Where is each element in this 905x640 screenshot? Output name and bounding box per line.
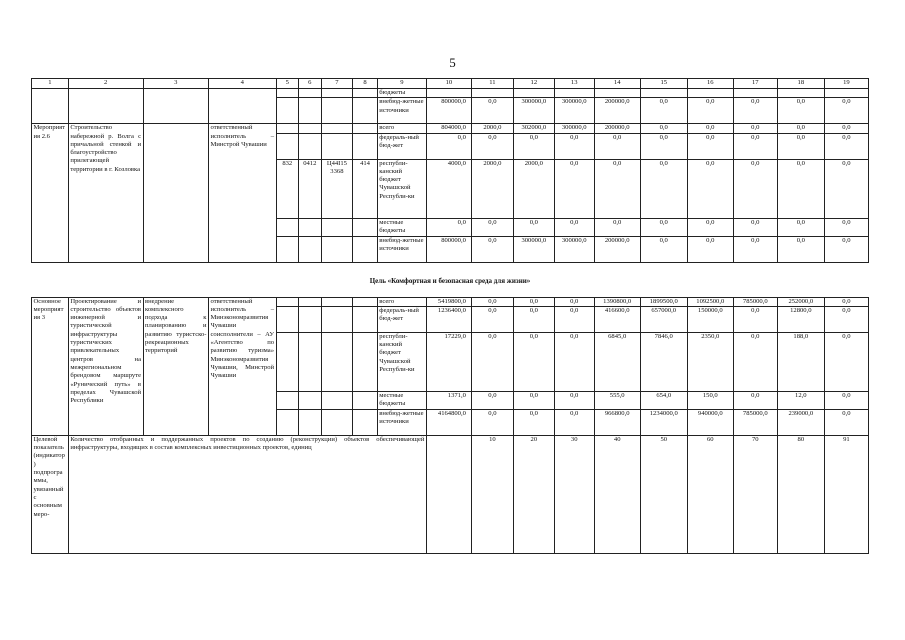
- amount-cell: 0,0: [733, 332, 777, 391]
- amount-cell: 2000,0: [513, 159, 554, 218]
- amount-cell: 12,0: [777, 391, 824, 409]
- amount-cell: 804000,0: [426, 124, 471, 133]
- amount-cell: 785000,0: [733, 409, 777, 435]
- activity-executor: ответственный исполнитель – Минстрой Чувашии: [209, 124, 277, 262]
- col-header: 2: [68, 79, 143, 89]
- amount-cell: 5419800,0: [426, 297, 471, 306]
- activity-name: Проектирование и строительство объектов инженерной и туристической инфраструктуры туристических привлекательных центров на межрегиональном брендовом маршруте «Рунический путь» в пределах Чувашской Республики: [68, 297, 143, 435]
- col-header: 3: [143, 79, 208, 89]
- amount-cell: 0,0: [824, 98, 868, 124]
- amount-cell: 0,0: [471, 306, 513, 332]
- amount-cell: 0,0: [733, 218, 777, 236]
- amount-cell: 12800,0: [777, 306, 824, 332]
- amount-cell: 0,0: [777, 236, 824, 262]
- amount-cell: 0,0: [733, 98, 777, 124]
- amount-cell: 0,0: [471, 218, 513, 236]
- amount-cell: 0,0: [777, 124, 824, 133]
- amount-cell: 1390800,0: [594, 297, 640, 306]
- target-value: 70: [733, 435, 777, 553]
- amount-cell: 200000,0: [594, 124, 640, 133]
- col-header: 9: [377, 79, 426, 89]
- amount-cell: 0,0: [824, 218, 868, 236]
- amount-cell: 300000,0: [554, 98, 594, 124]
- amount-cell: 0,0: [687, 159, 733, 218]
- funding-source: внебюд-жетные источники: [377, 98, 426, 124]
- amount-cell: 0,0: [777, 159, 824, 218]
- page-number: 5: [449, 55, 456, 70]
- amount-cell: 0,0: [640, 124, 687, 133]
- code-rzpr: 0412: [299, 159, 322, 218]
- code-csr: Ц44I15 3368: [321, 159, 353, 218]
- target-value: 91: [824, 435, 868, 553]
- amount-cell: 0,0: [471, 297, 513, 306]
- amount-cell: 4000,0: [426, 159, 471, 218]
- amount-cell: 0,0: [594, 218, 640, 236]
- col-header: 16: [687, 79, 733, 89]
- amount-cell: 7846,0: [640, 332, 687, 391]
- amount-cell: 200000,0: [594, 98, 640, 124]
- amount-cell: 0,0: [471, 409, 513, 435]
- activity-label: Мероприятия 2.6: [32, 124, 69, 262]
- amount-cell: 0,0: [471, 236, 513, 262]
- amount-cell: 657000,0: [640, 306, 687, 332]
- col-header: 19: [824, 79, 868, 89]
- amount-cell: 0,0: [824, 159, 868, 218]
- funding-source: всего: [377, 124, 426, 133]
- funding-source: внебюд-жетные источники: [377, 236, 426, 262]
- col-header: 11: [471, 79, 513, 89]
- amount-cell: 0,0: [777, 218, 824, 236]
- amount-cell: 0,0: [733, 159, 777, 218]
- amount-cell: 6845,0: [594, 332, 640, 391]
- amount-cell: 1236400,0: [426, 306, 471, 332]
- amount-cell: 4164800,0: [426, 409, 471, 435]
- amount-cell: 200000,0: [594, 236, 640, 262]
- amount-cell: 1092500,0: [687, 297, 733, 306]
- funding-source: федераль-ный бюд-жет: [377, 133, 426, 159]
- amount-cell: 300000,0: [513, 236, 554, 262]
- amount-cell: 0,0: [824, 133, 868, 159]
- amount-cell: 0,0: [687, 236, 733, 262]
- amount-cell: 0,0: [640, 159, 687, 218]
- col-header: 14: [594, 79, 640, 89]
- amount-cell: 150000,0: [687, 306, 733, 332]
- goal-heading: Цель «Комфортная и безопасная среда для жизни»: [32, 262, 869, 297]
- amount-cell: 0,0: [733, 124, 777, 133]
- amount-cell: 0,0: [554, 391, 594, 409]
- amount-cell: 0,0: [426, 218, 471, 236]
- amount-cell: 0,0: [471, 332, 513, 391]
- amount-cell: 0,0: [687, 124, 733, 133]
- col-header: 10: [426, 79, 471, 89]
- amount-cell: 416600,0: [594, 306, 640, 332]
- col-header: 15: [640, 79, 687, 89]
- activity-name: Строительство набережной р. Волга с причальной стенкой и благоустройство прилегающей территории в г. Козловка: [68, 124, 143, 262]
- amount-cell: 0,0: [513, 391, 554, 409]
- activity-executor: ответственный исполнитель – Минэкономразвития Чувашии соисполнители – АУ «Агентство по развитию туризма» Минэкономразвития Чувашии, Минстрой Чувашии: [209, 297, 277, 435]
- col-header: 4: [209, 79, 277, 89]
- target-label: Целевой показатель (индикатор) подпрограммы, увязанный с основным меро-: [32, 435, 69, 553]
- col-header: 13: [554, 79, 594, 89]
- col-header: 17: [733, 79, 777, 89]
- amount-cell: 0,0: [687, 218, 733, 236]
- header-row: [32, 79, 869, 89]
- target-row: [32, 435, 869, 553]
- target-value: 30: [554, 435, 594, 553]
- target-value: 80: [777, 435, 824, 553]
- amount-cell: 300000,0: [554, 124, 594, 133]
- amount-cell: 0,0: [640, 98, 687, 124]
- amount-cell: 1234000,0: [640, 409, 687, 435]
- amount-cell: 0,0: [471, 133, 513, 159]
- amount-cell: 302000,0: [513, 124, 554, 133]
- target-value: 40: [594, 435, 640, 553]
- funding-source: бюджеты: [377, 89, 426, 98]
- amount-cell: 0,0: [554, 218, 594, 236]
- activity-label: Основное мероприятия 3: [32, 297, 69, 435]
- amount-cell: 252000,0: [777, 297, 824, 306]
- activity-goal: внедрение комплексного подхода к планированию и развитию туристско-рекреационных территорий: [143, 297, 208, 435]
- amount-cell: 0,0: [640, 236, 687, 262]
- amount-cell: 0,0: [733, 391, 777, 409]
- amount-cell: 0,0: [594, 159, 640, 218]
- amount-cell: 0,0: [554, 306, 594, 332]
- amount-cell: 0,0: [513, 332, 554, 391]
- funding-source: республи-канский бюджет Чувашской Республи-ки: [377, 332, 426, 391]
- amount-cell: 300000,0: [513, 98, 554, 124]
- amount-cell: 0,0: [640, 218, 687, 236]
- amount-cell: 0,0: [824, 391, 868, 409]
- target-value: 10: [471, 435, 513, 553]
- amount-cell: 0,0: [824, 236, 868, 262]
- funding-source: внебюд-жетные источники: [377, 409, 426, 435]
- amount-cell: 800000,0: [426, 236, 471, 262]
- amount-cell: 0,0: [777, 133, 824, 159]
- amount-cell: 150,0: [687, 391, 733, 409]
- table-row: [32, 124, 869, 133]
- funding-source: местные бюджеты: [377, 218, 426, 236]
- amount-cell: 0,0: [733, 133, 777, 159]
- amount-cell: 654,0: [640, 391, 687, 409]
- amount-cell: 0,0: [513, 297, 554, 306]
- amount-cell: 0,0: [513, 409, 554, 435]
- table-row: [32, 297, 869, 306]
- amount-cell: 0,0: [777, 98, 824, 124]
- funding-source: федераль-ный бюд-жет: [377, 306, 426, 332]
- funding-source: всего: [377, 297, 426, 306]
- amount-cell: 0,0: [824, 306, 868, 332]
- target-value: 20: [513, 435, 554, 553]
- amount-cell: 555,0: [594, 391, 640, 409]
- amount-cell: 0,0: [594, 133, 640, 159]
- amount-cell: 2000,0: [471, 124, 513, 133]
- amount-cell: 785000,0: [733, 297, 777, 306]
- amount-cell: 188,0: [777, 332, 824, 391]
- amount-cell: 1371,0: [426, 391, 471, 409]
- amount-cell: 0,0: [733, 236, 777, 262]
- amount-cell: 2000,0: [471, 159, 513, 218]
- amount-cell: 0,0: [687, 98, 733, 124]
- amount-cell: 17229,0: [426, 332, 471, 391]
- amount-cell: 0,0: [824, 124, 868, 133]
- amount-cell: 0,0: [471, 391, 513, 409]
- col-header: 7: [321, 79, 353, 89]
- amount-cell: 0,0: [513, 133, 554, 159]
- amount-cell: 0,0: [513, 306, 554, 332]
- amount-cell: 0,0: [554, 133, 594, 159]
- amount-cell: 800000,0: [426, 98, 471, 124]
- col-header: 8: [353, 79, 378, 89]
- target-text: Количество отобранных и поддержанных проектов по созданию (реконструкции) объектов обеспечивающей инфраструктуры, входящих в состав комплексных инвестиционных проектов, единиц: [68, 435, 426, 553]
- amount-cell: 2350,0: [687, 332, 733, 391]
- funding-source: местные бюджеты: [377, 391, 426, 409]
- amount-cell: 239000,0: [777, 409, 824, 435]
- amount-cell: 0,0: [824, 409, 868, 435]
- table-row: [32, 89, 869, 98]
- target-value: 60: [687, 435, 733, 553]
- amount-cell: 966800,0: [594, 409, 640, 435]
- code-grbs: 832: [276, 159, 299, 218]
- col-header: 5: [276, 79, 299, 89]
- amount-cell: 0,0: [513, 218, 554, 236]
- code-vr: 414: [353, 159, 378, 218]
- amount-cell: 940000,0: [687, 409, 733, 435]
- col-header: 1: [32, 79, 69, 89]
- amount-cell: 0,0: [426, 133, 471, 159]
- amount-cell: 0,0: [554, 159, 594, 218]
- amount-cell: 0,0: [471, 98, 513, 124]
- amount-cell: 0,0: [824, 297, 868, 306]
- goal-row: [32, 262, 869, 297]
- col-header: 18: [777, 79, 824, 89]
- amount-cell: 300000,0: [554, 236, 594, 262]
- col-header: 12: [513, 79, 554, 89]
- col-header: 6: [299, 79, 322, 89]
- amount-cell: 0,0: [824, 332, 868, 391]
- amount-cell: 0,0: [554, 332, 594, 391]
- amount-cell: 0,0: [554, 409, 594, 435]
- amount-cell: 0,0: [687, 133, 733, 159]
- funding-source: республи-канский бюджет Чувашской Республи-ки: [377, 159, 426, 218]
- target-value: 50: [640, 435, 687, 553]
- budget-table: [31, 78, 869, 554]
- amount-cell: 0,0: [733, 306, 777, 332]
- amount-cell: 0,0: [554, 297, 594, 306]
- amount-cell: 1899500,0: [640, 297, 687, 306]
- amount-cell: 0,0: [640, 133, 687, 159]
